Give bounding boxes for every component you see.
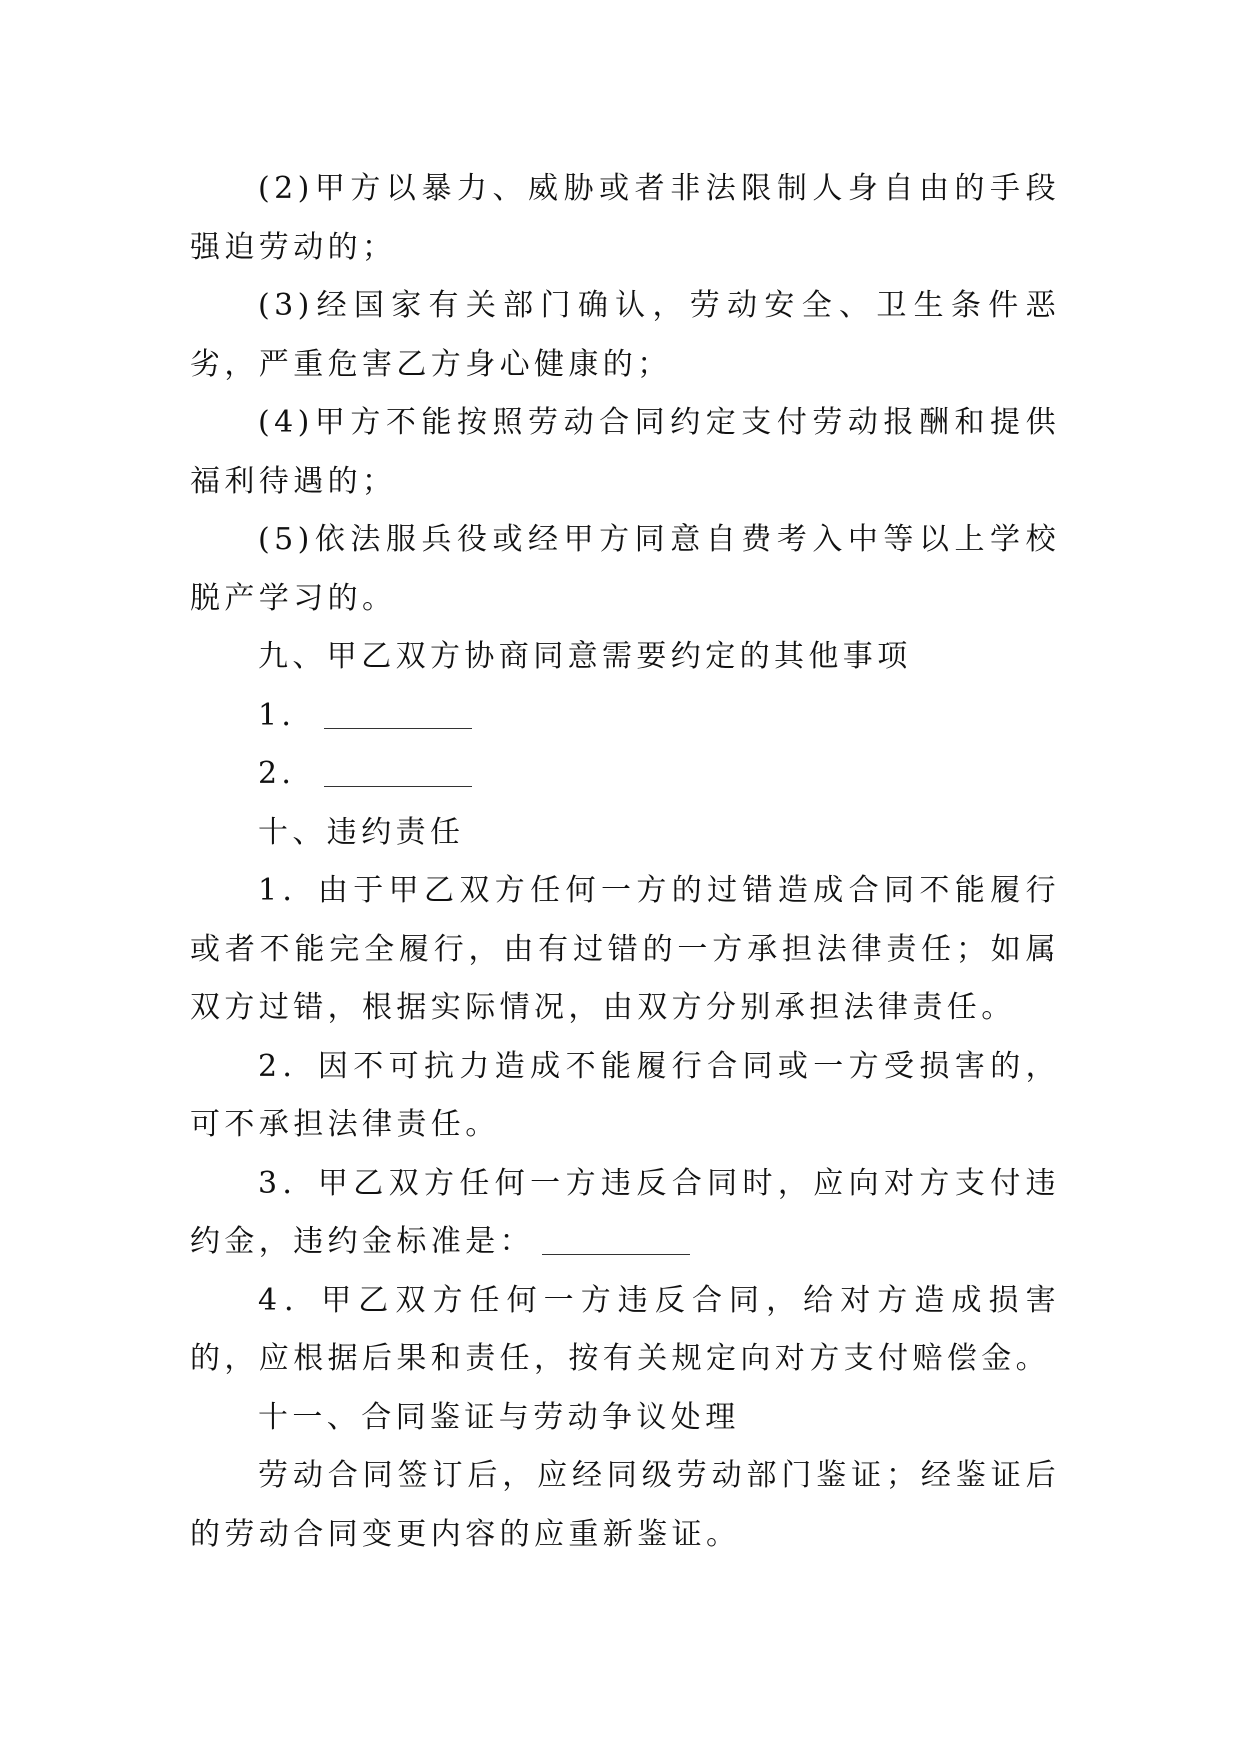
- other-matters-item-1: [190, 687, 1060, 746]
- item-number: 2．: [258, 756, 316, 791]
- section-heading-text: 十一、合同鉴证与劳动争议处理: [258, 1399, 740, 1435]
- clause-text: (5)依法服兵役或经甲方同意自费考入中等以上学校脱产学习的。: [190, 522, 1060, 616]
- clause-text: 2．因不可抗力造成不能履行合同或一方受损害的，可不承担法律责任。: [190, 1048, 1060, 1142]
- fill-in-blank: [324, 756, 472, 787]
- clause-text: 1．由于甲乙双方任何一方的过错造成合同不能履行或者不能完全履行，由有过错的一方承担法律责任；如属双方过错，根据实际情况，由双方分别承担法律责任。: [190, 873, 1060, 1025]
- clause-item-2: [190, 160, 1060, 277]
- liability-item-3: [190, 1155, 1060, 1272]
- other-matters-item-2: [190, 745, 1060, 804]
- liability-item-1: [190, 862, 1060, 1038]
- document-body: [190, 160, 1060, 1564]
- clause-text: (4)甲方不能按照劳动合同约定支付劳动报酬和提供福利待遇的；: [190, 405, 1060, 499]
- liability-item-2: [190, 1038, 1060, 1155]
- clause-item-3: [190, 277, 1060, 394]
- section-heading-text: 十、违约责任: [258, 814, 465, 850]
- liability-item-4: [190, 1272, 1060, 1389]
- clause-item-4: [190, 394, 1060, 511]
- section-heading-10: [190, 804, 1060, 863]
- fill-in-blank: [324, 698, 472, 729]
- clause-item-5: [190, 511, 1060, 628]
- clause-text: 3．甲乙双方任何一方违反合同时，应向对方支付违约金，违约金标准是：: [190, 1165, 1060, 1259]
- section-heading-text: 九、甲乙双方协商同意需要约定的其他事项: [258, 639, 912, 674]
- fill-in-blank: [542, 1224, 690, 1255]
- section-heading-9: [190, 628, 1060, 687]
- clause-text: 4．甲乙双方任何一方违反合同，给对方造成损害的，应根据后果和责任，按有关规定向对方支付赔偿金。: [190, 1282, 1060, 1376]
- clause-text: 劳动合同签订后，应经同级劳动部门鉴证；经鉴证后的劳动合同变更内容的应重新鉴证。: [190, 1458, 1060, 1552]
- section-heading-11: [190, 1389, 1060, 1448]
- clause-text: (3)经国家有关部门确认，劳动安全、卫生条件恶劣，严重危害乙方身心健康的；: [190, 288, 1060, 382]
- verification-clause: [190, 1447, 1060, 1564]
- item-number: 1．: [258, 697, 316, 733]
- clause-text: (2)甲方以暴力、威胁或者非法限制人身自由的手段强迫劳动的；: [190, 171, 1060, 265]
